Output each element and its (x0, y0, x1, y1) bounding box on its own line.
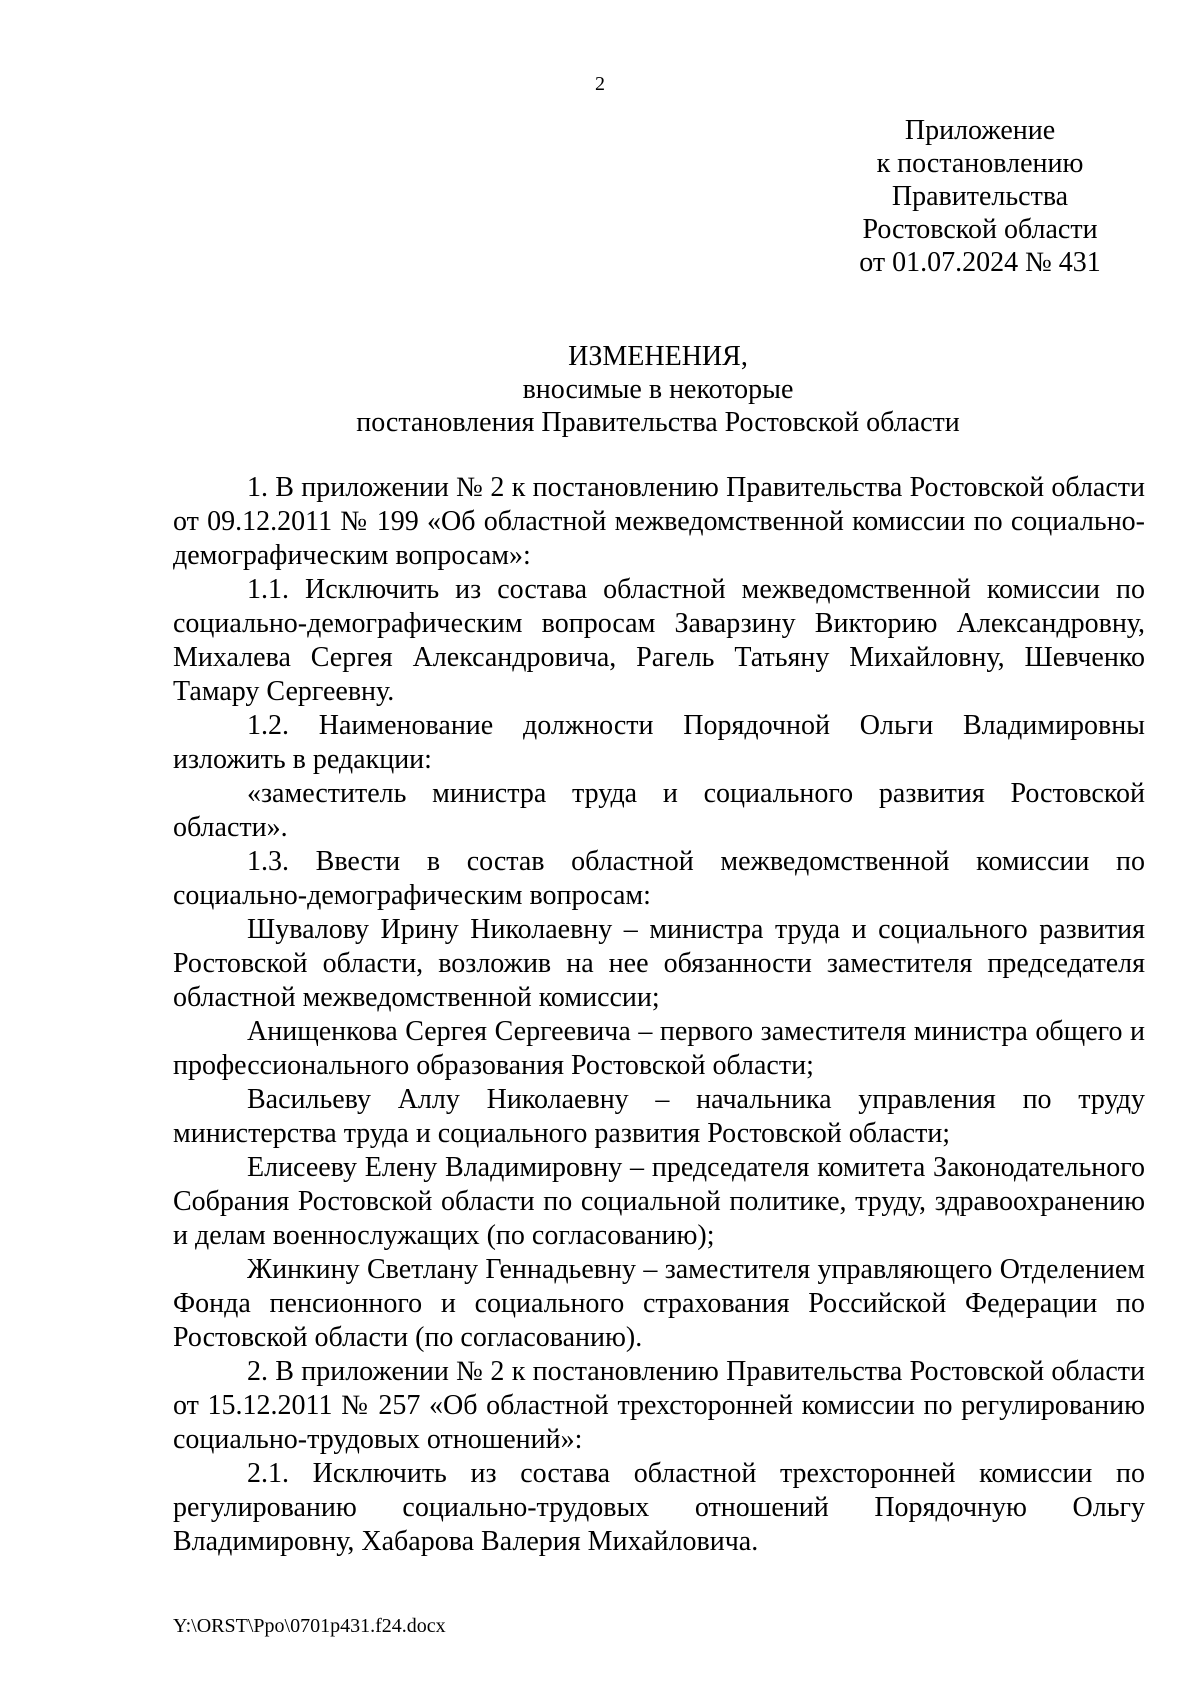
appendix-block (820, 114, 1140, 279)
paragraph-1-2: 1.2. Наименование должности Порядочной Ольги Владимировны изложить в редакции: (173, 710, 1145, 775)
footer-file-path: Y:\ORST\Ppo\0701p431.f24.docx (173, 1615, 446, 1637)
paragraph-2-1: 2.1. Исключить из состава областной трехсторонней комиссии по регулированию социально-трудовых отношений Порядочную Ольгу Владимировну, Хабарова Валерия Михайловича. (173, 1458, 1145, 1557)
heading-title: ИЗМЕНЕНИЯ, (568, 341, 748, 372)
paragraph-1-1: 1.1. Исключить из состава областной межведомственной комиссии по социально-демографическим вопросам Заварзину Викторию Александровну, Михалева Сергея Александровича, Рагель Татьяну Михайловну, Шевченко Тамару Сергеевну. (173, 574, 1145, 707)
appendix-line: Ростовской области (862, 214, 1098, 245)
page-number: 2 (595, 73, 605, 95)
paragraph-member: Елисееву Елену Владимировну – председателя комитета Законодательного Собрания Ростовской области по социальной политике, труду, здравоохранению и делам военнослужащих (по согласованию); (173, 1152, 1145, 1251)
paragraph-member: Шувалову Ирину Николаевну – министра труда и социального развития Ростовской области, возложив на нее обязанности заместителя председателя областной межведомственной комиссии; (173, 914, 1145, 1013)
paragraph-1-3: 1.3. Ввести в состав областной межведомственной комиссии по социально-демографическим вопросам: (173, 846, 1145, 911)
paragraph-quote: «заместитель министра труда и социального развития Ростовской области». (173, 778, 1145, 843)
heading-subtitle: постановления Правительства Ростовской области (356, 407, 960, 438)
appendix-line: Приложение (904, 115, 1056, 146)
heading-subtitle: вносимые в некоторые (522, 374, 794, 405)
paragraph-member: Жинкину Светлану Геннадьевну – заместителя управляющего Отделением Фонда пенсионного и социального страхования Российской Федерации по Ростовской области (по согласованию). (173, 1254, 1145, 1353)
paragraph-member: Анищенкова Сергея Сергеевича – первого заместителя министра общего и профессионального образования Ростовской области; (173, 1016, 1145, 1081)
paragraph-member: Васильеву Аллу Николаевну – начальника управления по труду министерства труда и социального развития Ростовской области; (173, 1084, 1145, 1149)
paragraph-2: 2. В приложении № 2 к постановлению Правительства Ростовской области от 15.12.2011 № 257 «Об областной трехсторонней комиссии по регулированию социально-трудовых отношений»: (173, 1356, 1145, 1455)
appendix-line: Правительства (891, 181, 1069, 212)
document-body (173, 471, 1145, 1559)
paragraph-1: 1. В приложении № 2 к постановлению Правительства Ростовской области от 09.12.2011 № 199 «Об областной межведомственной комиссии по социально-демографическим вопросам»: (173, 472, 1145, 571)
appendix-line: к постановлению (876, 148, 1084, 179)
appendix-line: от 01.07.2024 № 431 (859, 247, 1101, 278)
document-heading (0, 340, 1200, 439)
